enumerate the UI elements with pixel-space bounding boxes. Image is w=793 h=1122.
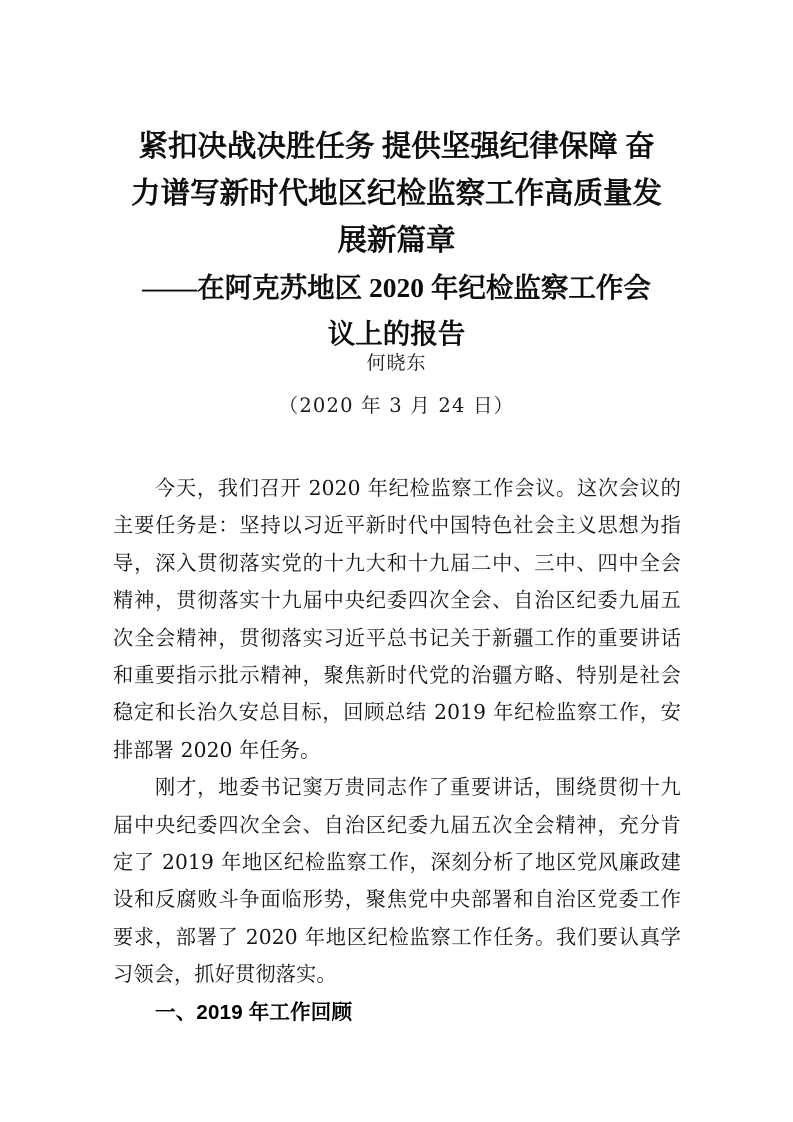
document-title-line-2: 力谱写新时代地区纪检监察工作高质量发	[130, 178, 662, 210]
document-body	[113, 470, 681, 1031]
document-subtitle-line-2: 议上的报告	[327, 318, 466, 349]
body-paragraph: 今天，我们召开 2020 年纪检监察工作会议。这次会议的主要任务是：坚持以习近平新时代中国特色社会主义思想为指导，深入贯彻落实党的十九大和十九届二中、三中、四中全会精神，贯彻落实十九届中央纪委四次全会、自治区纪委九届五次全会精神，贯彻落实习近平总书记关于新疆工作的重要讲话和重要指示批示精神，聚焦新时代党的治疆方略、特别是社会稳定和长治久安总目标，回顾总结 2019 年纪检监察工作，安排部署 2020 年任务。	[113, 476, 681, 762]
document-title-line-3: 展新篇章	[337, 225, 456, 257]
document-title-line-1: 紧扣决战决胜任务 提供坚强纪律保障 奋	[138, 131, 655, 163]
document-dateline: （2020 年 3 月 24 日）	[278, 394, 515, 417]
body-paragraph: 刚才，地委书记窦万贵同志作了重要讲话，围绕贯彻十九届中央纪委四次全会、自治区纪委九届五次全会精神，充分肯定了 2019 年地区纪检监察工作，深刻分析了地区党风廉政建设和反腐败斗争面临形势，聚焦党中央部署和自治区党委工作要求，部署了 2020 年地区纪检监察工作任务。我们要认真学习领会，抓好贯彻落实。	[113, 775, 681, 987]
title-block	[113, 124, 680, 357]
author-byline: 何晓东	[366, 352, 427, 374]
document-subtitle-line-1: ——在阿克苏地区 2020 年纪检监察工作会	[142, 272, 651, 303]
section-heading: 一、2019 年工作回顾	[155, 1000, 353, 1024]
